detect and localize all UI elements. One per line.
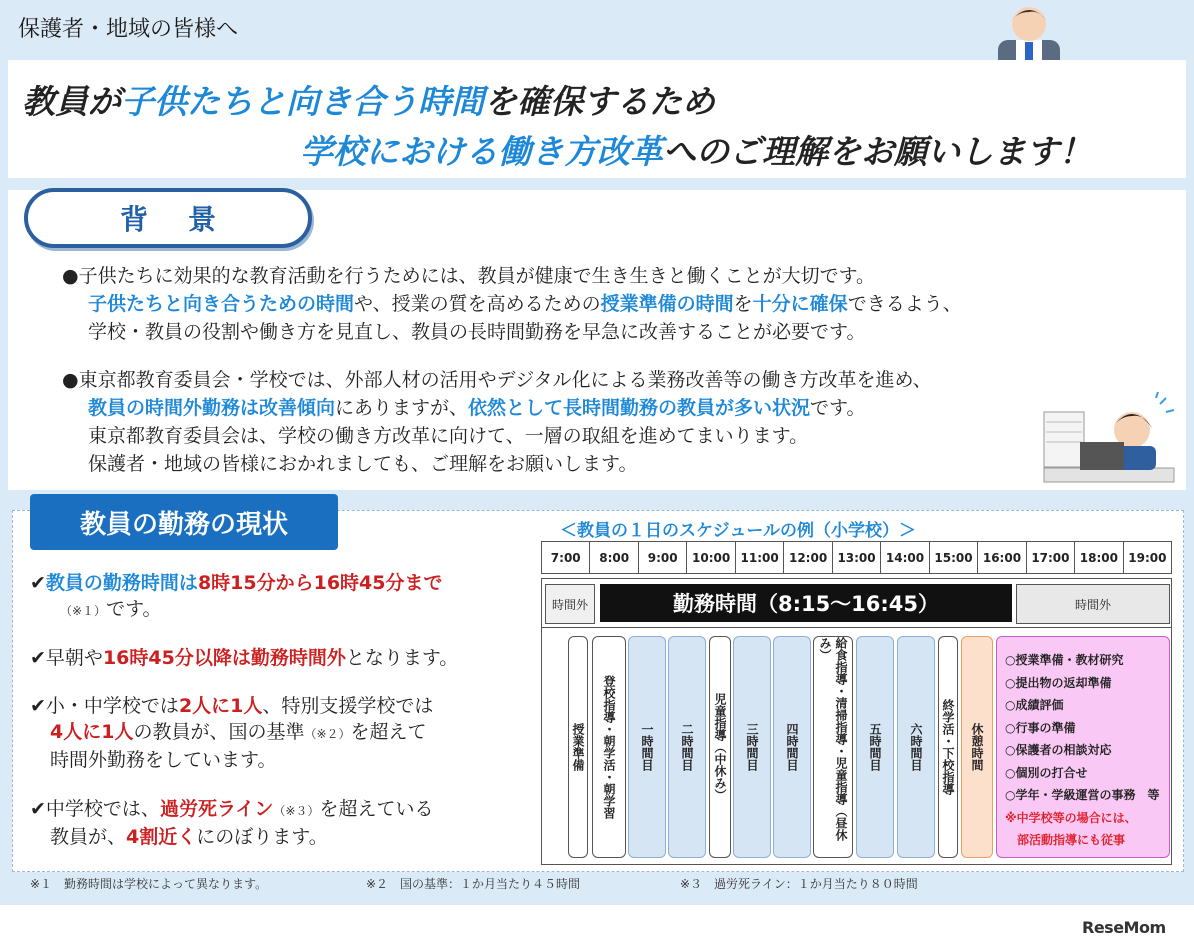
activity-lunch-cleaning: 給食指導・清掃指導・児童指導（昼休み） xyxy=(813,636,853,858)
activity-period-6: 六時間目 xyxy=(897,636,935,858)
activity-period-2: 二時間目 xyxy=(668,636,706,858)
hour-cell: 16:00 xyxy=(978,542,1026,573)
activity-morning-guidance: 登校指導・朝学活・朝学習 xyxy=(592,636,626,858)
overtime-after-label: 時間外 xyxy=(1016,584,1170,624)
activity-lesson-prep: 授業準備 xyxy=(568,636,588,858)
check-icon: ✔ xyxy=(30,798,46,820)
main-title-line1: 教員が子供たちと向き合う時間を確保するため xyxy=(22,82,715,121)
title-highlight: 子供たちと向き合う時間 xyxy=(121,82,484,121)
after-task-item: ○授業準備・教材研究 xyxy=(1005,653,1124,667)
overtime-before-label: 時間外 xyxy=(545,584,595,624)
hour-cell: 11:00 xyxy=(736,542,784,573)
footnote-1: ※１ 勤務時間は学校によって異なります。 xyxy=(30,877,268,891)
after-task-item: ○提出物の返却準備 xyxy=(1005,675,1112,690)
status-bullet-3: ✔小・中学校では2人に1人、特別支援学校では 4人に1人の教員が、国の基準（※２）を超えて 時間外勤務をしています。 xyxy=(30,695,434,771)
hour-header xyxy=(541,541,1172,574)
after-note: ※中学校等の場合には、 xyxy=(1005,810,1137,825)
hour-cell: 14:00 xyxy=(881,542,929,573)
section-heading-background: 背景 xyxy=(24,188,312,248)
footnote-3: ※３ 過労死ライン：１か月当たり８０時間 xyxy=(680,877,918,891)
activity-period-4: 四時間目 xyxy=(773,636,811,858)
after-task-item: ○保護者の相談対応 xyxy=(1005,743,1112,757)
background-paragraph-1: ●子供たちに効果的な教育活動を行うためには、教員が健康で生き生きと働くことが大切です。 子供たちと向き合うための時間や、授業の質を高めるための授業準備の時間を十分に確保できるよう、 学校・教員の役割や働き方を見直し、教員の長時間勤務を早急に改善することが必要です。 xyxy=(62,265,962,343)
after-hours-tasks xyxy=(996,636,1170,858)
footnote-2: ※２ 国の基準：１か月当たり４５時間 xyxy=(366,877,581,891)
check-icon: ✔ xyxy=(30,695,46,717)
main-title-line2: 学校における働き方改革へのご理解をお願いします！ xyxy=(300,132,1092,171)
hour-cell: 19:00 xyxy=(1128,550,1167,565)
check-icon: ✔ xyxy=(30,647,46,669)
after-task-item: ○個別の打合せ xyxy=(1005,765,1088,780)
status-bullet-2: ✔早朝や16時45分以降は勤務時間外となります。 xyxy=(30,647,459,669)
hour-cell: 8:00 xyxy=(590,542,638,573)
hour-cell: 9:00 xyxy=(639,542,687,573)
hour-cell: 18:00 xyxy=(1075,542,1123,573)
working-hours-bar: 勤務時間（8:15～16:45） xyxy=(600,584,1012,622)
resemom-logo: ReseMom xyxy=(1082,918,1166,937)
after-task-item: ○行事の準備 xyxy=(1005,720,1076,735)
hour-cell: 13:00 xyxy=(833,542,881,573)
status-bullet-4: ✔中学校では、過労死ライン（※３）を超えている 教員が、4割近くにのぼります。 xyxy=(30,798,434,848)
activity-period-3: 三時間目 xyxy=(733,636,771,858)
activity-dismissal: 終学活・下校指導 xyxy=(938,636,958,858)
title-highlight: 学校における働き方改革 xyxy=(300,132,663,171)
status-bullet-1: ✔教員の勤務時間は8時15分から16時45分まで （※１）です。 xyxy=(30,572,443,620)
after-note: 部活動指導にも従事 xyxy=(1017,833,1126,847)
hour-cell: 17:00 xyxy=(1027,542,1075,573)
tired-teacher-illustration xyxy=(1040,392,1180,492)
after-task-item: ○学年・学級運営の事務 等 xyxy=(1005,788,1160,802)
hour-cell: 7:00 xyxy=(542,542,590,573)
hour-cell: 10:00 xyxy=(687,542,735,573)
activity-mid-break: 児童指導（中休み） xyxy=(709,636,731,858)
activity-period-5: 五時間目 xyxy=(856,636,894,858)
after-task-item: ○成績評価 xyxy=(1005,698,1064,712)
hour-cell: 15:00 xyxy=(930,542,978,573)
section-heading-status: 教員の勤務の現状 xyxy=(30,494,338,550)
background-paragraph-2: ●東京都教育委員会・学校では、外部人材の活用やデジタル化による業務改善等の働き方改革を進め、 教員の時間外勤務は改善傾向にありますが、依然として長時間勤務の教員が多い状況です。 東京都教育委員会は、学校の働き方改革に向けて、一層の取組を進めてまいります。 保護者・地域の皆様におかれましても、ご理解をお願いします。 xyxy=(62,369,932,475)
check-icon: ✔ xyxy=(30,572,46,594)
hour-cell: 12:00 xyxy=(784,542,832,573)
audience-label: 保護者・地域の皆様へ xyxy=(18,17,239,42)
schedule-title: ＜教員の１日のスケジュールの例（小学校）＞ xyxy=(560,521,916,541)
activity-period-1: 一時間目 xyxy=(628,636,666,858)
activity-break: 休憩時間 xyxy=(961,636,993,858)
